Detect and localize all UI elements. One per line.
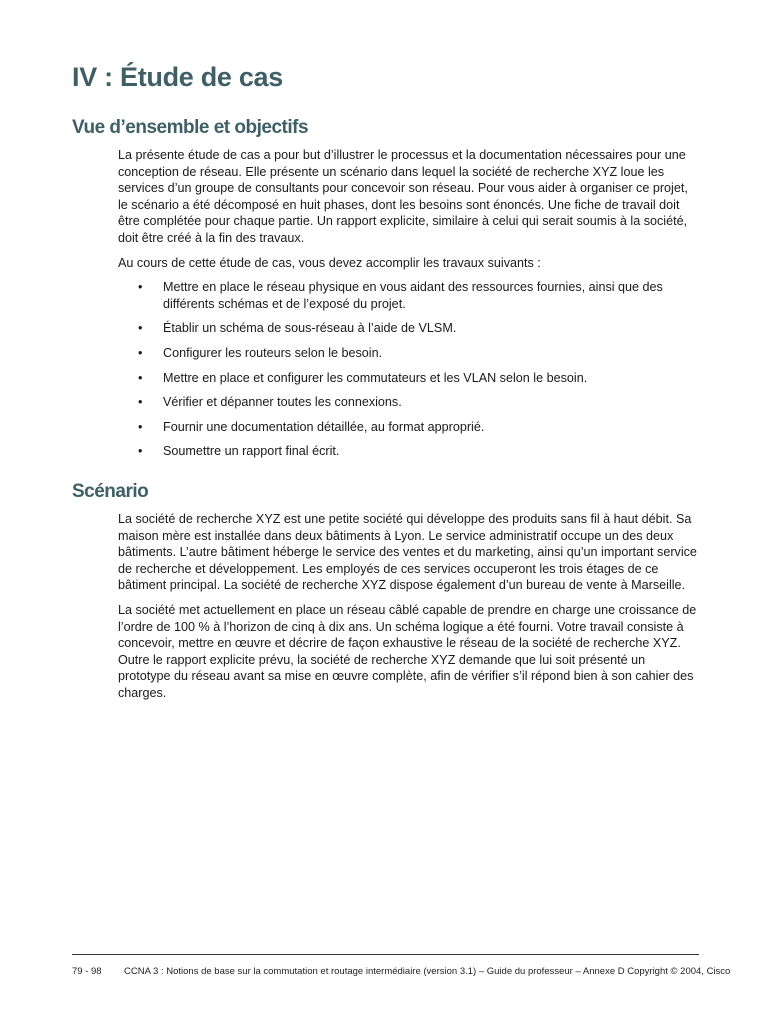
bullet-icon: • bbox=[138, 370, 143, 385]
list-item bbox=[118, 370, 698, 387]
task-text: Mettre en place et configurer les commutateurs et les VLAN selon le besoin. bbox=[163, 370, 588, 385]
scenario-paragraph: La société de recherche XYZ est une petite société qui développe des produits sans fil à haut débit. Sa maison mère est installée dans deux bâtiments à Lyon. Le service administratif occupe un des deux bâtiments. L’autre bâtiment héberge le service des ventes et du marketing, ainsi qu’un important service de recherche et développement. Les employés de ces services occuperont les trois étages de ce bâtiment principal. La société de recherche XYZ dispose également d’un bureau de vente à Marseille. bbox=[118, 512, 697, 593]
bullet-icon: • bbox=[138, 444, 143, 459]
task-text: Mettre en place le réseau physique en vous aidant des ressources fournies, ainsi que des différents schémas et de l’exposé du projet. bbox=[163, 280, 663, 311]
list-item bbox=[118, 279, 698, 312]
task-text: Soumettre un rapport final écrit. bbox=[163, 444, 340, 459]
scenario-paragraph: La société met actuellement en place un réseau câblé capable de prendre en charge une croissance de l’ordre de 100 % à l’horizon de cinq à dix ans. Un schéma logique a été fourni. Votre travail consiste à concevoir, mettre en œuvre et décrire de façon exhaustive le réseau de la société de recherche XYZ. Outre le rapport explicite prévu, la société de recherche XYZ demande que lui soit présenté un prototype du réseau avant sa mise en œuvre complète, afin de vérifier s’il répond bien à son cahier des charges. bbox=[118, 602, 697, 700]
scenario-heading: Scénario bbox=[72, 481, 149, 502]
page-title: IV : Étude de cas bbox=[72, 62, 283, 92]
bullet-icon: • bbox=[138, 280, 143, 295]
page-footer bbox=[72, 966, 770, 977]
page-number: 79 - 98 bbox=[72, 966, 102, 977]
overview-intro-tasks: Au cours de cette étude de cas, vous devez accomplir les travaux suivants : bbox=[118, 255, 541, 270]
overview-heading: Vue d’ensemble et objectifs bbox=[72, 117, 309, 138]
list-item bbox=[118, 419, 698, 436]
overview-section bbox=[118, 147, 698, 468]
task-text: Configurer les routeurs selon le besoin. bbox=[163, 345, 383, 360]
list-item bbox=[118, 394, 698, 411]
list-item bbox=[118, 443, 698, 460]
bullet-icon: • bbox=[138, 345, 143, 360]
overview-paragraph: La présente étude de cas a pour but d’illustrer le processus et la documentation nécessaires pour une conception de réseau. Elle présente un scénario dans lequel la société de recherche XYZ loue les services d’un groupe de consultants pour concevoir son réseau. Pour vous aider à organiser ce projet, le scénario a été décomposé en huit phases, dont les besoins sont énoncés. Une fiche de travail doit être complétée pour chaque partie. Un rapport explicite, similaire à celui qui serait soumis à la société, doit être créé à la fin des travaux. bbox=[118, 148, 688, 245]
scenario-section bbox=[118, 511, 698, 710]
task-list bbox=[118, 279, 698, 460]
footer-divider bbox=[72, 954, 699, 955]
task-text: Établir un schéma de sous-réseau à l’aide de VLSM. bbox=[163, 321, 457, 336]
bullet-icon: • bbox=[138, 395, 143, 410]
list-item bbox=[118, 320, 698, 337]
task-text: Fournir une documentation détaillée, au format approprié. bbox=[163, 419, 485, 434]
task-text: Vérifier et dépanner toutes les connexions. bbox=[163, 395, 402, 410]
bullet-icon: • bbox=[138, 419, 143, 434]
list-item bbox=[118, 345, 698, 362]
bullet-icon: • bbox=[138, 321, 143, 336]
footer-text: CCNA 3 : Notions de base sur la commutation et routage intermédiaire (version 3.1) – Guide du professeur – Annexe D Copyright © 2004, Cisco bbox=[124, 966, 731, 977]
